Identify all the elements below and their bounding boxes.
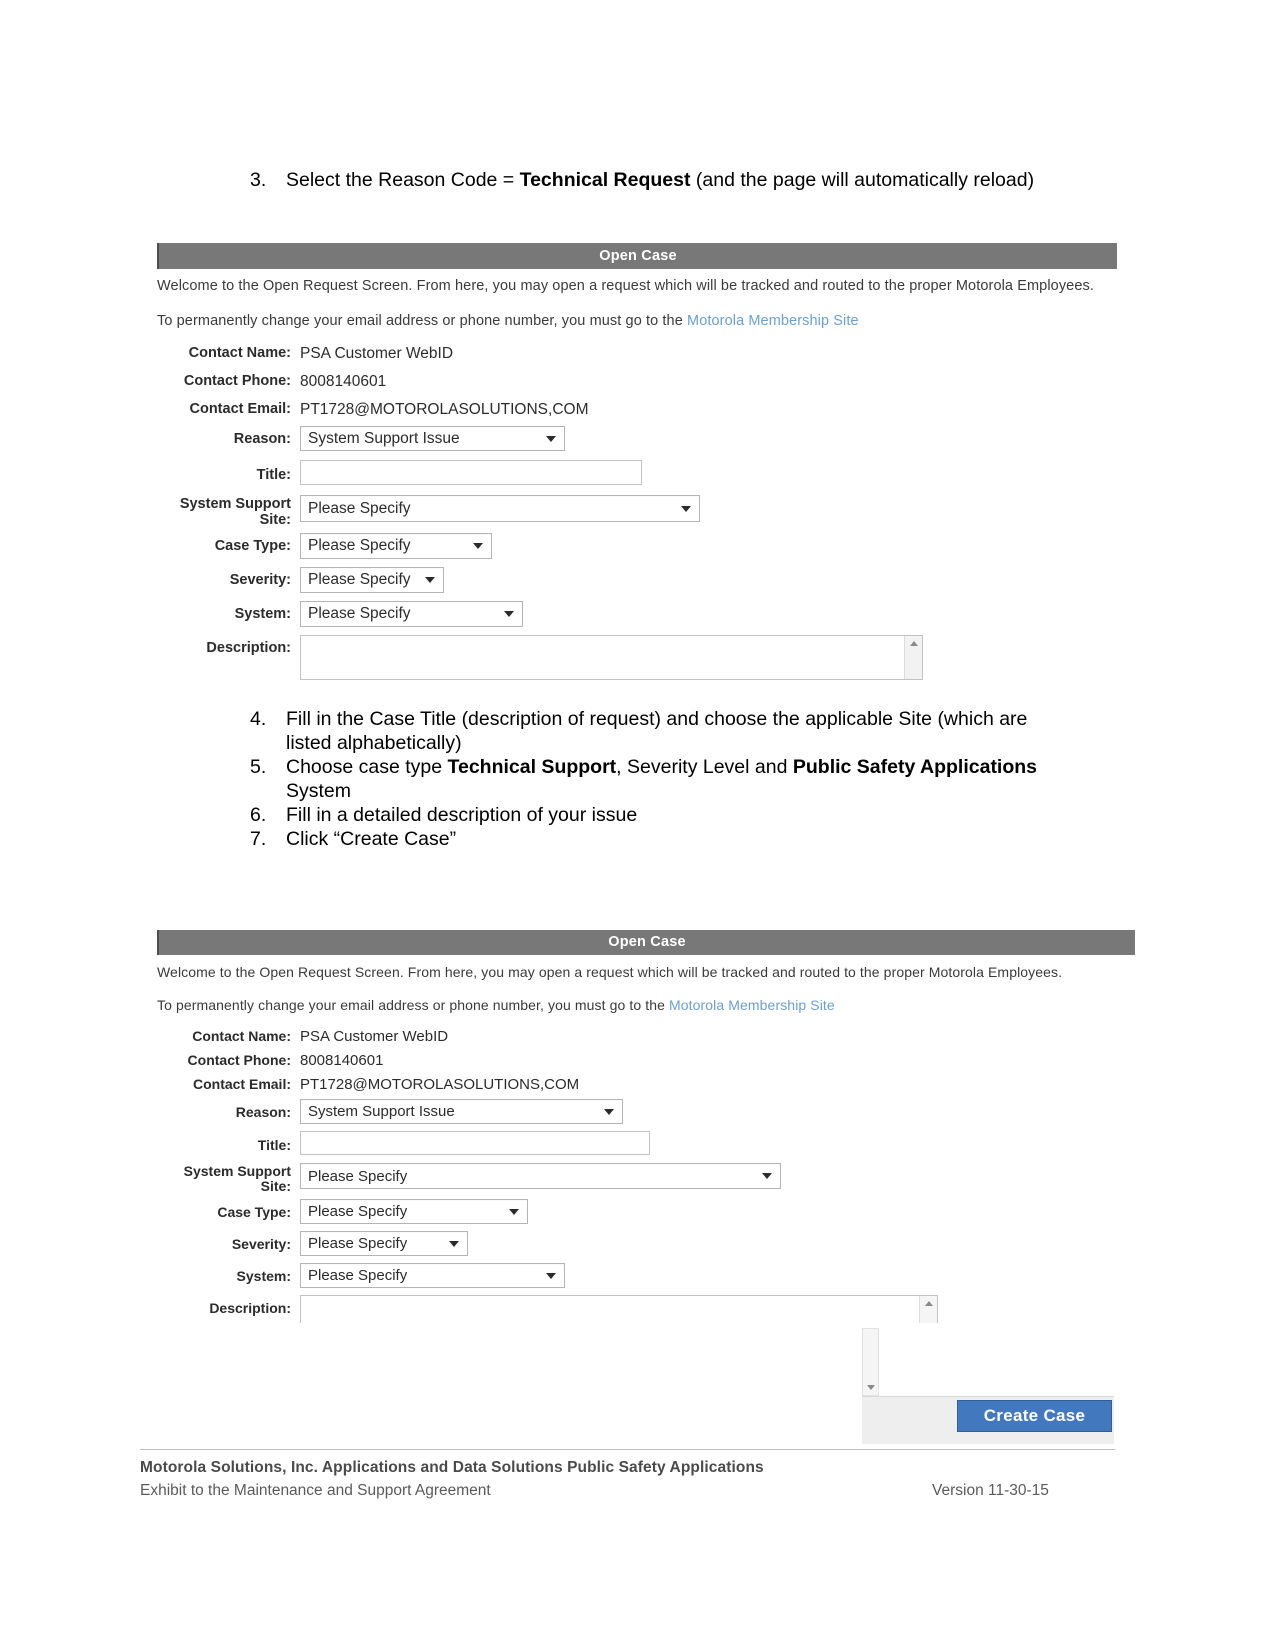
- system-select-value: Please Specify: [308, 605, 411, 622]
- list-item: [250, 803, 1060, 827]
- list-item-number: 6.: [250, 804, 267, 826]
- contact-email-value: PT1728@MOTOROLASOLUTIONS,COM: [300, 1076, 580, 1093]
- field-row-reason: [157, 1099, 1135, 1131]
- field-row-contact-email: [157, 398, 1117, 426]
- scrollbar-vertical[interactable]: [919, 1296, 937, 1323]
- permanent-change-prefix: To permanently change your email address or phone number, you must go to the: [157, 997, 669, 1013]
- footer-divider: [140, 1449, 1115, 1450]
- description-textarea[interactable]: [300, 635, 923, 680]
- scrollbar-vertical[interactable]: [904, 636, 922, 679]
- footer-exhibit-line: Exhibit to the Maintenance and Support Agreement: [140, 1482, 491, 1499]
- list-item: [250, 755, 1060, 803]
- list-item-text: [286, 803, 1060, 827]
- panel-title-bar: [157, 930, 1135, 955]
- chevron-down-icon: [425, 577, 435, 583]
- case-type-select-value: Please Specify: [308, 537, 411, 554]
- text-run: System: [286, 780, 352, 802]
- field-row-severity: [157, 1231, 1135, 1263]
- field-row-system: [157, 601, 1117, 635]
- reason-select-value: System Support Issue: [308, 1103, 455, 1120]
- field-row-system-support-site: [157, 1163, 1135, 1199]
- field-row-description: [157, 635, 1117, 681]
- chevron-down-icon: [449, 1241, 459, 1247]
- case-type-select-value: Please Specify: [308, 1203, 408, 1220]
- contact-name-value: PSA Customer WebID: [300, 345, 454, 362]
- footer-company-line: Motorola Solutions, Inc. Applications and Data Solutions Public Safety Applications: [140, 1459, 764, 1476]
- welcome-text: Welcome to the Open Request Screen. From here, you may open a request which will be tracked and routed to the proper Motorola Employees.: [157, 278, 1094, 294]
- contact-phone-value: 8008140601: [300, 373, 387, 390]
- chevron-down-icon: [681, 506, 691, 512]
- title-input[interactable]: [300, 1131, 650, 1155]
- title-label: Title:: [256, 467, 291, 483]
- list-item: [250, 707, 1060, 755]
- severity-label: Severity:: [229, 572, 291, 588]
- title-input[interactable]: [300, 460, 642, 485]
- scroll-up-arrow-icon[interactable]: [910, 641, 918, 646]
- reason-label: Reason:: [233, 431, 291, 447]
- permanent-change-prefix: To permanently change your email address or phone number, you must go to the: [157, 313, 688, 329]
- text-run: , Severity Level and: [616, 756, 793, 778]
- system-select[interactable]: [300, 601, 523, 627]
- system-support-site-label: System Support Site:: [179, 496, 291, 528]
- system-select-value: Please Specify: [308, 1267, 408, 1284]
- scroll-down-arrow-icon[interactable]: [867, 1385, 875, 1390]
- open-case-panel-second: [157, 930, 1135, 1325]
- field-row-contact-phone: [157, 1049, 1135, 1073]
- chevron-down-icon: [546, 436, 556, 442]
- field-row-system: [157, 1263, 1135, 1295]
- footer-version: Version 11-30-15: [932, 1482, 1049, 1499]
- text-run: Fill in the Case Title (description of request) and choose the applicable Site (which are listed alphabetically): [286, 708, 1028, 754]
- system-support-site-select-value: Please Specify: [308, 1167, 408, 1185]
- motorola-membership-site-link[interactable]: Motorola Membership Site: [687, 313, 859, 329]
- list-item-text: [286, 827, 1060, 851]
- instruction-list-top: [250, 168, 1070, 192]
- case-type-label: Case Type:: [217, 1204, 291, 1220]
- reason-select[interactable]: [300, 1099, 623, 1124]
- text-run-bold: Public Safety Applications: [792, 756, 1038, 778]
- chevron-down-icon: [504, 611, 514, 617]
- text-run-bold: Technical Support: [447, 756, 617, 778]
- system-support-site-select[interactable]: [300, 1163, 781, 1189]
- instruction-list-middle: [250, 707, 1060, 851]
- welcome-text: Welcome to the Open Request Screen. From here, you may open a request which will be tracked and routed to the proper Motorola Employees.: [157, 964, 1063, 980]
- panel-body: [157, 269, 1117, 681]
- contact-email-label: Contact Email:: [192, 1076, 291, 1092]
- system-select[interactable]: [300, 1263, 565, 1288]
- field-row-contact-name: [157, 342, 1117, 370]
- scroll-up-arrow-icon[interactable]: [925, 1301, 933, 1306]
- system-label: System:: [234, 606, 291, 622]
- list-item-text: [286, 755, 1060, 803]
- text-run: Fill in a detailed description of your issue: [286, 804, 638, 826]
- text-run: Select the Reason Code =: [286, 169, 520, 191]
- panel-title: Open Case: [599, 248, 677, 264]
- case-type-select[interactable]: [300, 1199, 528, 1224]
- list-item-text: [286, 168, 1070, 192]
- panel-body: [157, 955, 1135, 1325]
- reason-select[interactable]: [300, 426, 565, 451]
- contact-phone-label: Contact Phone:: [183, 373, 291, 389]
- severity-select-value: Please Specify: [308, 1235, 408, 1252]
- permanent-change-text: [157, 997, 1135, 1013]
- field-row-title: [157, 1131, 1135, 1163]
- list-item-number: 4.: [250, 708, 267, 730]
- panel-title: Open Case: [608, 934, 686, 950]
- text-run-bold: Technical Request: [519, 169, 691, 191]
- list-item-number: 7.: [250, 828, 267, 850]
- severity-select[interactable]: [300, 1231, 468, 1256]
- case-type-label: Case Type:: [214, 538, 291, 554]
- system-label: System:: [236, 1268, 291, 1284]
- field-row-contact-email: [157, 1073, 1135, 1099]
- create-case-button-label: Create Case: [983, 1406, 1086, 1425]
- field-row-case-type: [157, 533, 1117, 567]
- contact-phone-value: 8008140601: [300, 1052, 384, 1069]
- create-case-button[interactable]: [957, 1400, 1112, 1432]
- case-type-select[interactable]: [300, 533, 492, 559]
- severity-select-value: Please Specify: [308, 571, 411, 588]
- field-row-contact-phone: [157, 370, 1117, 398]
- contact-phone-label: Contact Phone:: [187, 1052, 291, 1068]
- system-support-site-select[interactable]: [300, 495, 700, 522]
- scrollbar-fragment-lower[interactable]: [862, 1328, 879, 1396]
- description-label: Description:: [206, 640, 291, 656]
- reason-label: Reason:: [235, 1104, 291, 1120]
- field-row-description: [157, 1295, 1135, 1325]
- description-label: Description:: [209, 1300, 291, 1316]
- severity-label: Severity:: [231, 1236, 291, 1252]
- title-label: Title:: [257, 1137, 291, 1153]
- system-support-site-label: System Support Site:: [183, 1163, 291, 1194]
- contact-name-value: PSA Customer WebID: [300, 1028, 449, 1045]
- list-item-number: 5.: [250, 756, 267, 778]
- contact-name-label: Contact Name:: [188, 345, 291, 361]
- chevron-down-icon: [473, 543, 483, 549]
- text-run: Choose case type: [286, 756, 448, 778]
- text-run: (and the page will automatically reload): [690, 169, 1035, 191]
- reason-select-value: System Support Issue: [308, 429, 460, 447]
- field-row-title: [157, 460, 1117, 495]
- permanent-change-text: [157, 313, 1117, 329]
- contact-email-value: PT1728@MOTOROLASOLUTIONS,COM: [300, 401, 589, 418]
- contact-name-label: Contact Name:: [192, 1028, 291, 1044]
- list-item-text: [286, 707, 1060, 755]
- list-item: [250, 827, 1060, 851]
- open-case-panel-first: [157, 243, 1117, 681]
- chevron-down-icon: [762, 1173, 772, 1179]
- panel-title-bar: [157, 243, 1117, 269]
- list-item: [250, 168, 1070, 192]
- field-row-reason: [157, 426, 1117, 460]
- field-row-severity: [157, 567, 1117, 601]
- system-support-site-select-value: Please Specify: [308, 499, 411, 517]
- field-row-system-support-site: [157, 495, 1117, 533]
- motorola-membership-site-link[interactable]: Motorola Membership Site: [669, 997, 835, 1013]
- severity-select[interactable]: [300, 567, 444, 593]
- contact-email-label: Contact Email:: [189, 401, 291, 417]
- list-item-number: 3.: [250, 169, 267, 191]
- description-textarea[interactable]: [300, 1295, 938, 1323]
- field-row-case-type: [157, 1199, 1135, 1231]
- chevron-down-icon: [546, 1273, 556, 1279]
- text-run: Click “Create Case”: [286, 828, 457, 850]
- field-row-contact-name: [157, 1025, 1135, 1049]
- chevron-down-icon: [509, 1209, 519, 1215]
- chevron-down-icon: [604, 1109, 614, 1115]
